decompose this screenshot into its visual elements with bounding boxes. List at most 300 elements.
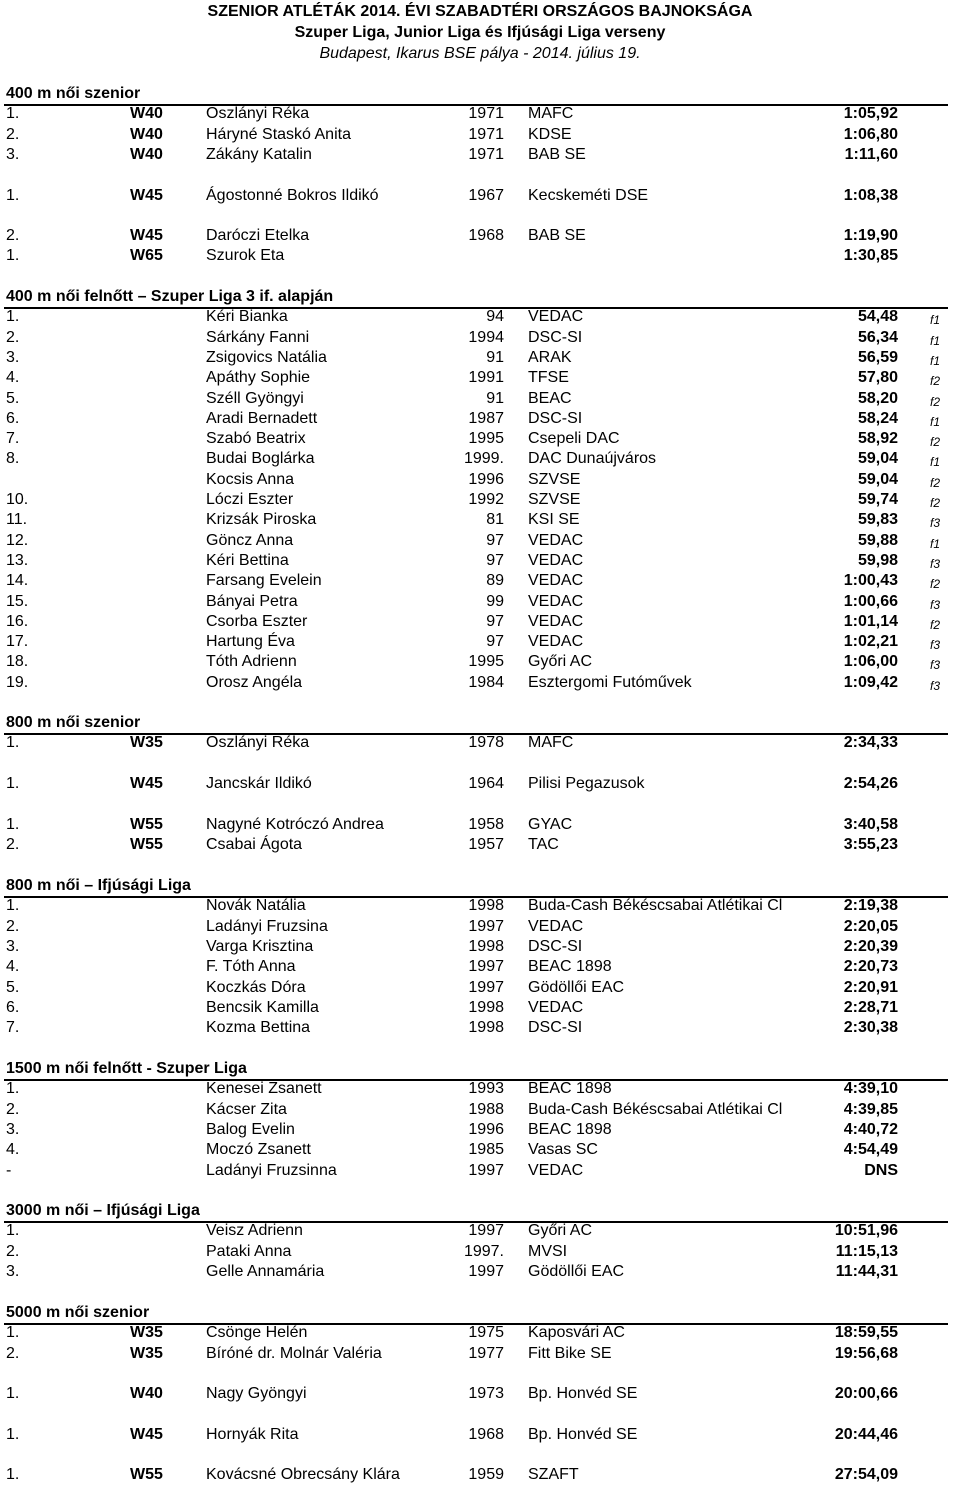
birth-year: 1977 — [468, 1344, 504, 1362]
birth-year: 1997 — [468, 978, 504, 996]
result-time: 27:54,09 — [834, 1466, 898, 1484]
rank: 1. — [6, 734, 20, 752]
birth-year: 1959 — [468, 1466, 504, 1484]
athlete-name: Hartung Éva — [206, 633, 295, 651]
club: GYAC — [528, 815, 573, 833]
rank: 1. — [6, 1385, 20, 1403]
club: VEDAC — [528, 1161, 584, 1179]
club: Csepeli DAC — [528, 430, 620, 448]
result-time: 1:11,60 — [844, 145, 898, 163]
result-row — [0, 510, 960, 530]
athlete-name: Lóczi Eszter — [206, 491, 294, 508]
birth-year: 1971 — [468, 105, 504, 123]
birth-year: 1967 — [468, 186, 504, 204]
club: Bp. Honvéd SE — [528, 1385, 638, 1403]
result-row — [0, 835, 960, 855]
club: Pilisi Pegazusok — [528, 774, 645, 792]
result-row — [0, 917, 960, 937]
rank: 3. — [6, 937, 20, 955]
result-row — [0, 449, 960, 469]
club: SZVSE — [528, 491, 581, 508]
club: VEDAC — [528, 551, 584, 569]
result-row — [0, 490, 960, 510]
result-time: 59,74 — [857, 491, 898, 508]
rank: 14. — [6, 572, 29, 590]
result-row — [0, 389, 960, 409]
heat-note: f1 — [930, 536, 941, 551]
result-time: 2:28,71 — [843, 998, 898, 1016]
rank: 1. — [6, 1080, 20, 1098]
rank: 1. — [6, 308, 20, 326]
heat-note: f2 — [930, 617, 941, 632]
athlete-name: Bencsik Kamilla — [206, 998, 319, 1016]
athlete-name: Csorba Eszter — [206, 612, 308, 630]
heat-note: f2 — [930, 374, 941, 389]
athlete-name: Orosz Angéla — [206, 673, 303, 691]
athlete-name: Novák Natália — [206, 897, 306, 915]
result-row — [0, 673, 960, 693]
rank: 16. — [6, 612, 29, 630]
result-time: 59,04 — [857, 450, 898, 468]
club: BAB SE — [528, 227, 586, 245]
heat-note: f3 — [930, 597, 941, 612]
rank: 5. — [6, 389, 20, 407]
rank: 1. — [6, 897, 20, 915]
club: BAB SE — [528, 145, 586, 163]
birth-year: 1971 — [468, 145, 504, 163]
club: Kecskeméti DSE — [528, 186, 649, 204]
result-time: 54,48 — [857, 308, 898, 326]
result-time: 1:00,43 — [843, 572, 898, 590]
birth-year: 1984 — [468, 673, 504, 691]
age-group: W45 — [130, 774, 163, 792]
heat-note: f3 — [930, 638, 941, 653]
result-row — [0, 632, 960, 652]
age-group: W40 — [130, 125, 163, 143]
club: DSC-SI — [528, 409, 583, 427]
birth-year: 1988 — [468, 1100, 504, 1118]
athlete-name: Háryné Staskó Anita — [206, 125, 351, 143]
athlete-name: Ladányi Fruzsina — [206, 917, 328, 935]
club: BEAC 1898 — [528, 1120, 612, 1138]
result-row — [0, 104, 960, 124]
rank: 12. — [6, 531, 29, 549]
result-row — [0, 246, 960, 266]
section-title: 5000 m női szenior — [6, 1304, 150, 1321]
age-group: W40 — [130, 105, 163, 123]
athlete-name: Farsang Evelein — [206, 572, 322, 590]
club: VEDAC — [528, 572, 584, 590]
result-row — [0, 1018, 960, 1038]
heat-note: f1 — [930, 333, 941, 348]
athlete-name: Kenesei Zsanett — [206, 1080, 322, 1098]
birth-year: 1997 — [468, 958, 504, 976]
section-title: 800 m női – Ifjúsági Liga — [6, 877, 191, 894]
age-group: W55 — [130, 835, 163, 853]
club: VEDAC — [528, 592, 584, 610]
rank: 3. — [6, 1120, 20, 1138]
rank: 3. — [6, 1262, 20, 1280]
rank: 19. — [6, 673, 29, 691]
athlete-name: Moczó Zsanett — [206, 1141, 311, 1159]
rank: 2. — [6, 1100, 20, 1118]
rank: 2. — [6, 1242, 20, 1260]
birth-year: 1993 — [468, 1080, 504, 1098]
result-row — [0, 186, 960, 206]
result-row — [0, 307, 960, 327]
rank: 1. — [6, 1222, 20, 1240]
result-time: 4:40,72 — [843, 1120, 898, 1138]
heat-note: f1 — [930, 353, 941, 368]
rank: 1. — [6, 247, 20, 265]
birth-year: 97 — [486, 633, 504, 651]
result-row — [0, 429, 960, 449]
section-title: 400 m női felnőtt – Szuper Liga 3 if. alapján — [6, 288, 334, 305]
result-row — [0, 1100, 960, 1120]
result-row — [0, 1120, 960, 1140]
club: Esztergomi Futóművek — [528, 673, 692, 691]
athlete-name: Bányai Petra — [206, 592, 298, 610]
club: TAC — [528, 835, 559, 853]
athlete-name: Csönge Helén — [206, 1324, 308, 1342]
birth-year: 1997. — [463, 1242, 504, 1260]
club: TFSE — [528, 369, 569, 387]
rank: 17. — [6, 633, 29, 651]
result-row — [0, 1425, 960, 1445]
result-time: 10:51,96 — [834, 1222, 898, 1240]
athlete-name: Zsigovics Natália — [206, 348, 327, 366]
heat-note: f2 — [930, 577, 941, 592]
heat-note: f3 — [930, 678, 941, 693]
club: VEDAC — [528, 998, 584, 1016]
athlete-name: Kéri Bettina — [206, 551, 289, 569]
athlete-name: Gelle Annamária — [206, 1262, 325, 1280]
club: DSC-SI — [528, 1019, 583, 1037]
birth-year: 1964 — [468, 774, 504, 792]
birth-year: 1998 — [468, 937, 504, 955]
result-row — [0, 470, 960, 490]
club: BEAC — [528, 389, 572, 407]
club: DSC-SI — [528, 937, 583, 955]
birth-year: 1968 — [468, 227, 504, 245]
section-title: 400 m női szenior — [6, 85, 141, 102]
result-time: 56,34 — [857, 328, 898, 346]
birth-year: 1995 — [468, 653, 504, 671]
athlete-name: Kácser Zita — [206, 1100, 287, 1118]
result-row — [0, 1384, 960, 1404]
result-time: 59,04 — [857, 470, 898, 488]
heat-note: f1 — [930, 414, 941, 429]
athlete-name: Balog Evelin — [206, 1120, 295, 1138]
rank: 2. — [6, 125, 20, 143]
birth-year: 1978 — [468, 734, 504, 752]
result-row — [0, 531, 960, 551]
result-time: 20:44,46 — [834, 1425, 898, 1443]
result-row — [0, 551, 960, 571]
result-row — [0, 978, 960, 998]
athlete-name: Nagyné Kotróczó Andrea — [206, 815, 384, 833]
athlete-name: Zákány Katalin — [206, 145, 312, 163]
result-time: 1:09,42 — [843, 673, 898, 691]
rank: 4. — [6, 369, 20, 387]
result-time: 59,83 — [857, 511, 898, 529]
rank: 18. — [6, 653, 29, 671]
club: SZAFT — [528, 1466, 579, 1484]
birth-year: 1998 — [468, 1019, 504, 1037]
athlete-name: Tóth Adrienn — [206, 653, 297, 671]
athlete-name: Koczkás Dóra — [206, 978, 306, 996]
birth-year: 1957 — [468, 835, 504, 853]
result-time: 2:54,26 — [843, 774, 898, 792]
birth-year: 97 — [486, 612, 504, 630]
result-time: 1:30,85 — [843, 247, 898, 265]
result-time: 56,59 — [857, 348, 898, 366]
result-row — [0, 1344, 960, 1364]
club: BEAC 1898 — [528, 1080, 612, 1098]
athlete-name: Ladányi Fruzsinna — [206, 1161, 337, 1179]
result-row — [0, 815, 960, 835]
result-time: 2:20,91 — [843, 978, 898, 996]
athlete-name: Sárkány Fanni — [206, 328, 310, 346]
athlete-name: Kozma Bettina — [206, 1019, 311, 1037]
birth-year: 1997 — [468, 1222, 504, 1240]
birth-year: 1991 — [468, 369, 504, 387]
rank: 15. — [6, 592, 29, 610]
result-time: 1:08,38 — [843, 186, 898, 204]
result-time: DNS — [864, 1161, 898, 1179]
result-row — [0, 1161, 960, 1181]
result-row — [0, 125, 960, 145]
result-time: 1:01,14 — [843, 612, 898, 630]
result-time: 1:06,80 — [843, 125, 898, 143]
athlete-name: F. Tóth Anna — [206, 958, 296, 976]
birth-year: 1975 — [468, 1324, 504, 1342]
club: VEDAC — [528, 612, 584, 630]
result-row — [0, 348, 960, 368]
birth-year: 91 — [486, 348, 504, 366]
birth-year: 1992 — [468, 491, 504, 508]
result-time: 1:05,92 — [843, 105, 898, 123]
birth-year: 1994 — [468, 328, 504, 346]
athlete-name: Varga Krisztina — [206, 937, 314, 955]
birth-year: 1971 — [468, 125, 504, 143]
result-time: 2:20,05 — [843, 917, 898, 935]
result-row — [0, 957, 960, 977]
section-title: 3000 m női – Ifjúsági Liga — [6, 1202, 200, 1219]
result-row — [0, 1242, 960, 1262]
rank: 2. — [6, 917, 20, 935]
result-time: 4:39,10 — [843, 1080, 898, 1098]
athlete-name: Krizsák Piroska — [206, 511, 317, 529]
heat-note: f3 — [930, 556, 941, 571]
rank: 3. — [6, 145, 20, 163]
result-time: 11:15,13 — [835, 1242, 898, 1260]
result-time: 3:40,58 — [843, 815, 898, 833]
birth-year: 99 — [486, 592, 504, 610]
result-row — [0, 896, 960, 916]
result-time: 20:00,66 — [834, 1385, 898, 1403]
athlete-name: Pataki Anna — [206, 1242, 292, 1260]
result-time: 59,88 — [857, 531, 898, 549]
age-group: W35 — [130, 734, 163, 752]
club: Gödöllői EAC — [528, 978, 625, 996]
athlete-name: Szurok Eta — [206, 247, 285, 265]
rank: - — [6, 1161, 12, 1179]
rank: 11. — [6, 511, 28, 529]
age-group: W45 — [130, 186, 163, 204]
birth-year: 1996 — [468, 1120, 504, 1138]
result-time: 2:19,38 — [843, 897, 898, 915]
result-time: 2:34,33 — [843, 734, 898, 752]
result-time: 1:19,90 — [843, 227, 898, 245]
result-row — [0, 1262, 960, 1282]
rank: 8. — [6, 450, 20, 468]
club: Győri AC — [528, 1222, 593, 1240]
age-group: W45 — [130, 1425, 163, 1443]
club: MAFC — [528, 734, 574, 752]
heat-note: f3 — [930, 516, 941, 531]
result-row — [0, 1140, 960, 1160]
birth-year: 1958 — [468, 815, 504, 833]
heat-note: f2 — [930, 435, 941, 450]
club: Kaposvári AC — [528, 1324, 625, 1342]
club: Buda-Cash Békéscsabai Atlétikai Cl — [528, 1100, 783, 1118]
result-row — [0, 733, 960, 753]
result-row — [0, 226, 960, 246]
result-time: 58,24 — [857, 409, 898, 427]
result-row — [0, 368, 960, 388]
heat-note: f2 — [930, 496, 941, 510]
birth-year: 1996 — [468, 470, 504, 488]
heat-note: f2 — [930, 394, 941, 409]
rank: 1. — [6, 1466, 20, 1484]
result-time: 11:44,31 — [835, 1262, 898, 1280]
result-row — [0, 774, 960, 794]
result-time: 3:55,23 — [843, 835, 898, 853]
document-venue-date: Budapest, Ikarus BSE pálya - 2014. július 19. — [319, 45, 641, 62]
club: Vasas SC — [528, 1141, 598, 1159]
result-row — [0, 409, 960, 429]
athlete-name: Daróczi Etelka — [206, 227, 310, 245]
rank: 1. — [6, 105, 20, 123]
result-time: 1:02,21 — [843, 633, 898, 651]
rank: 6. — [6, 998, 20, 1016]
rank: 2. — [6, 328, 20, 346]
birth-year: 1987 — [468, 409, 504, 427]
heat-note: f2 — [930, 475, 941, 490]
birth-year: 89 — [486, 572, 504, 590]
document-title: SZENIOR ATLÉTÁK 2014. ÉVI SZABADTÉRI ORSZÁGOS BAJNOKSÁGA — [207, 3, 753, 20]
athlete-name: Csabai Ágota — [206, 835, 303, 853]
age-group: W55 — [130, 815, 163, 833]
result-time: 57,80 — [857, 369, 898, 387]
club: VEDAC — [528, 308, 584, 326]
result-time: 1:00,66 — [843, 592, 898, 610]
athlete-name: Göncz Anna — [206, 531, 294, 549]
club: BEAC 1898 — [528, 958, 612, 976]
result-row — [0, 571, 960, 591]
birth-year: 1999. — [463, 450, 504, 468]
club: Bp. Honvéd SE — [528, 1425, 638, 1443]
athlete-name: Kéri Bianka — [206, 308, 288, 326]
athlete-name: Apáthy Sophie — [206, 369, 311, 387]
athlete-name: Nagy Gyöngyi — [206, 1385, 307, 1403]
rank: 4. — [6, 958, 20, 976]
result-time: 4:39,85 — [843, 1100, 898, 1118]
birth-year: 1997 — [468, 1262, 504, 1280]
rank: 13. — [6, 551, 29, 569]
age-group: W40 — [130, 1385, 163, 1403]
rank: 2. — [6, 835, 20, 853]
result-row — [0, 592, 960, 612]
rank: 5. — [6, 978, 20, 996]
age-group: W40 — [130, 145, 163, 163]
heat-note: f1 — [930, 455, 941, 470]
heat-note: f1 — [930, 313, 941, 328]
athlete-name: Ágostonné Bokros Ildikó — [206, 186, 379, 204]
athlete-name: Budai Boglárka — [206, 450, 315, 468]
result-row — [0, 1079, 960, 1099]
birth-year: 94 — [486, 308, 504, 326]
athlete-name: Hornyák Rita — [206, 1425, 299, 1443]
club: Fitt Bike SE — [528, 1344, 612, 1362]
athlete-name: Kovácsné Obrecsány Klára — [206, 1466, 400, 1484]
birth-year: 97 — [486, 551, 504, 569]
rank: 1. — [6, 815, 20, 833]
result-row — [0, 1323, 960, 1343]
result-time: 59,98 — [857, 551, 898, 569]
birth-year: 1973 — [468, 1385, 504, 1403]
club: VEDAC — [528, 633, 584, 651]
birth-year: 1998 — [468, 998, 504, 1016]
athlete-name: Aradi Bernadett — [206, 409, 318, 427]
club: KSI SE — [528, 511, 580, 529]
birth-year: 1998 — [468, 897, 504, 915]
result-row — [0, 612, 960, 632]
birth-year: 1995 — [468, 430, 504, 448]
birth-year: 1968 — [468, 1425, 504, 1443]
rank: 1. — [6, 1324, 20, 1342]
rank: 1. — [6, 1425, 20, 1443]
result-time: 2:30,38 — [843, 1019, 898, 1037]
club: MVSI — [528, 1242, 568, 1260]
result-time: 58,92 — [857, 430, 898, 448]
club: VEDAC — [528, 531, 584, 549]
result-time: 18:59,55 — [834, 1324, 898, 1342]
club: VEDAC — [528, 917, 584, 935]
club: Győri AC — [528, 653, 593, 671]
age-group: W55 — [130, 1466, 163, 1484]
birth-year: 1985 — [468, 1141, 504, 1159]
club: Gödöllői EAC — [528, 1262, 625, 1280]
result-row — [0, 652, 960, 672]
athlete-name: Szabó Beatrix — [206, 430, 306, 448]
athlete-name: Kocsis Anna — [206, 470, 295, 488]
club: DAC Dunaújváros — [528, 450, 657, 468]
athlete-name: Széll Gyöngyi — [206, 389, 304, 407]
age-group: W35 — [130, 1324, 163, 1342]
club: MAFC — [528, 105, 574, 123]
result-time: 4:54,49 — [843, 1141, 898, 1159]
birth-year: 91 — [486, 389, 504, 407]
section-title: 1500 m női felnőtt - Szuper Liga — [6, 1060, 247, 1077]
club: ARAK — [528, 348, 572, 366]
document-subtitle: Szuper Liga, Junior Liga és Ifjúsági Liga verseny — [294, 24, 666, 41]
rank: 6. — [6, 409, 20, 427]
result-row — [0, 145, 960, 165]
birth-year: 1997 — [468, 1161, 504, 1179]
result-time: 2:20,39 — [843, 937, 898, 955]
